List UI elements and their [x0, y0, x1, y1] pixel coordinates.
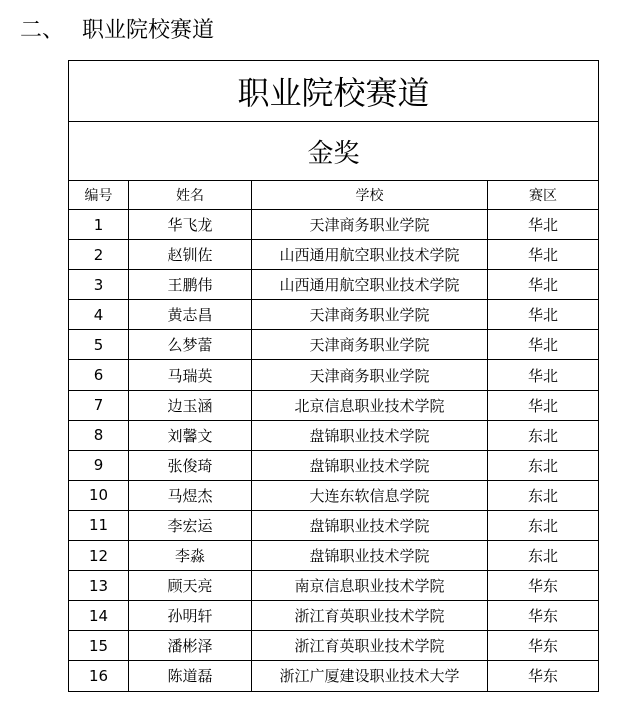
cell-name: 华飞龙 [129, 210, 252, 240]
table-row [69, 480, 599, 510]
cell-no: 8 [69, 420, 129, 450]
cell-region: 华东 [488, 661, 599, 691]
header-school: 学校 [252, 181, 488, 210]
table-row [69, 420, 599, 450]
table-row [69, 601, 599, 631]
table-row [69, 631, 599, 661]
cell-school: 浙江广厦建设职业技术大学 [252, 661, 488, 691]
table-row [69, 360, 599, 390]
cell-school: 天津商务职业学院 [252, 300, 488, 330]
cell-region: 华北 [488, 360, 599, 390]
cell-no: 15 [69, 631, 129, 661]
section-number: 二、 [20, 18, 65, 43]
cell-name: 边玉涵 [129, 390, 252, 420]
cell-region: 华北 [488, 390, 599, 420]
cell-region: 东北 [488, 510, 599, 540]
table-title-row [69, 61, 599, 122]
header-no: 编号 [69, 181, 129, 210]
cell-region: 华东 [488, 601, 599, 631]
cell-school: 天津商务职业学院 [252, 330, 488, 360]
table-row [69, 450, 599, 480]
cell-region: 东北 [488, 420, 599, 450]
cell-name: 顾天亮 [129, 571, 252, 601]
cell-no: 4 [69, 300, 129, 330]
cell-name: 陈道磊 [129, 661, 252, 691]
table-header-row [69, 181, 599, 210]
cell-name: 王鹏伟 [129, 270, 252, 300]
section-heading [20, 14, 214, 48]
cell-name: 张俊琦 [129, 450, 252, 480]
cell-region: 华北 [488, 240, 599, 270]
cell-school: 盘锦职业技术学院 [252, 450, 488, 480]
cell-region: 华北 [488, 210, 599, 240]
cell-name: 李宏运 [129, 510, 252, 540]
table-row [69, 300, 599, 330]
cell-school: 山西通用航空职业技术学院 [252, 270, 488, 300]
cell-school: 北京信息职业技术学院 [252, 390, 488, 420]
cell-region: 东北 [488, 541, 599, 571]
table-row [69, 390, 599, 420]
table-row [69, 510, 599, 540]
cell-no: 3 [69, 270, 129, 300]
cell-region: 华东 [488, 571, 599, 601]
cell-name: 李淼 [129, 541, 252, 571]
cell-school: 盘锦职业技术学院 [252, 510, 488, 540]
table-title: 职业院校赛道 [69, 61, 599, 122]
award-level: 金奖 [69, 122, 599, 181]
cell-no: 7 [69, 390, 129, 420]
cell-name: 马瑞英 [129, 360, 252, 390]
table-row [69, 661, 599, 691]
cell-school: 天津商务职业学院 [252, 360, 488, 390]
table-row [69, 210, 599, 240]
cell-region: 华北 [488, 300, 599, 330]
cell-school: 山西通用航空职业技术学院 [252, 240, 488, 270]
cell-school: 盘锦职业技术学院 [252, 420, 488, 450]
cell-no: 1 [69, 210, 129, 240]
cell-name: 么梦蕾 [129, 330, 252, 360]
section-title: 职业院校赛道 [82, 18, 215, 43]
cell-school: 浙江育英职业技术学院 [252, 631, 488, 661]
table-row [69, 571, 599, 601]
cell-name: 刘馨文 [129, 420, 252, 450]
cell-no: 5 [69, 330, 129, 360]
cell-name: 孙明轩 [129, 601, 252, 631]
cell-no: 11 [69, 510, 129, 540]
cell-school: 浙江育英职业技术学院 [252, 601, 488, 631]
cell-no: 14 [69, 601, 129, 631]
cell-no: 12 [69, 541, 129, 571]
table-row [69, 541, 599, 571]
cell-school: 大连东软信息学院 [252, 480, 488, 510]
cell-region: 华东 [488, 631, 599, 661]
cell-region: 华北 [488, 330, 599, 360]
cell-name: 黄志昌 [129, 300, 252, 330]
table-row [69, 330, 599, 360]
table-row [69, 270, 599, 300]
cell-school: 天津商务职业学院 [252, 210, 488, 240]
award-level-row [69, 122, 599, 181]
table-row [69, 240, 599, 270]
cell-school: 南京信息职业技术学院 [252, 571, 488, 601]
cell-no: 10 [69, 480, 129, 510]
cell-name: 赵钏佐 [129, 240, 252, 270]
cell-name: 潘彬泽 [129, 631, 252, 661]
cell-region: 东北 [488, 450, 599, 480]
award-table [68, 60, 599, 692]
cell-region: 华北 [488, 270, 599, 300]
cell-name: 马煜杰 [129, 480, 252, 510]
header-name: 姓名 [129, 181, 252, 210]
cell-no: 16 [69, 661, 129, 691]
cell-no: 2 [69, 240, 129, 270]
cell-region: 东北 [488, 480, 599, 510]
cell-no: 13 [69, 571, 129, 601]
header-region: 赛区 [488, 181, 599, 210]
cell-school: 盘锦职业技术学院 [252, 541, 488, 571]
cell-no: 9 [69, 450, 129, 480]
cell-no: 6 [69, 360, 129, 390]
